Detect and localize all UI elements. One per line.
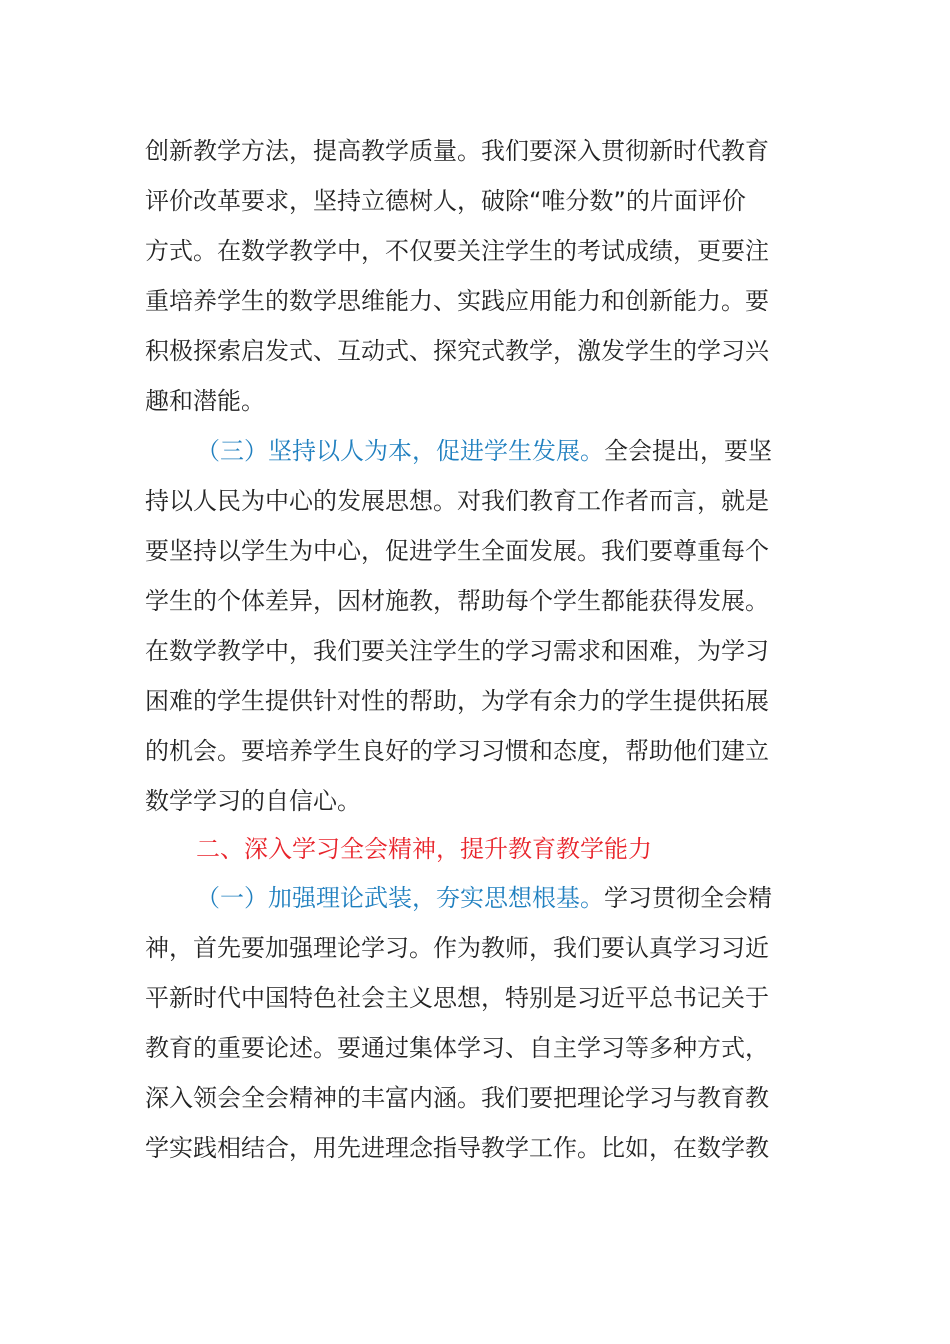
section-1-first-line: [196, 880, 806, 916]
body-line: 在数学教学中，我们要关注学生的学习需求和困难，为学习: [145, 637, 769, 665]
body-line: 学生的个体差异，因材施教，帮助每个学生都能获得发展。: [145, 587, 769, 615]
body-line: 评价改革要求，坚持立德树人，破除“唯分数”的片面评价: [145, 187, 746, 215]
body-line: 重培养学生的数学思维能力、实践应用能力和创新能力。要: [145, 287, 769, 315]
body-line: 困难的学生提供针对性的帮助，为学有余力的学生提供拓展: [145, 687, 769, 715]
body-line: 积极探索启发式、互动式、探究式教学，激发学生的学习兴: [145, 337, 769, 365]
body-line: 趣和潜能。: [145, 387, 265, 415]
body-line: 深入领会全会精神的丰富内涵。我们要把理论学习与教育教: [145, 1084, 769, 1112]
body-line: 数学学习的自信心。: [145, 787, 361, 815]
body-line: 平新时代中国特色社会主义思想，特别是习近平总书记关于: [145, 984, 769, 1012]
body-line: 的机会。要培养学生良好的学习习惯和态度，帮助他们建立: [145, 737, 769, 765]
body-line: 学实践相结合，用先进理念指导教学工作。比如，在数学教: [145, 1134, 769, 1162]
body-line: 神，首先要加强理论学习。作为教师，我们要认真学习习近: [145, 934, 769, 962]
section-1-heading: （一）加强理论武装，夯实思想根基。: [196, 884, 604, 912]
section-3-first-line-text: 全会提出，要坚: [604, 437, 772, 465]
body-line: 要坚持以学生为中心，促进学生全面发展。我们要尊重每个: [145, 537, 769, 565]
body-line: 方式。在数学教学中，不仅要关注学生的考试成绩，更要注: [145, 237, 769, 265]
body-line: 创新教学方法，提高教学质量。我们要深入贯彻新时代教育: [145, 137, 769, 165]
section-3-first-line: [196, 433, 806, 469]
section-1-first-line-text: 学习贯彻全会精: [604, 884, 772, 912]
section-3-heading: （三）坚持以人为本，促进学生发展。: [196, 437, 604, 465]
body-line: 持以人民为中心的发展思想。对我们教育工作者而言，就是: [145, 487, 769, 515]
part-2-title: 二、深入学习全会精神，提升教育教学能力: [196, 835, 652, 863]
body-line: 教育的重要论述。要通过集体学习、自主学习等多种方式，: [145, 1034, 769, 1062]
